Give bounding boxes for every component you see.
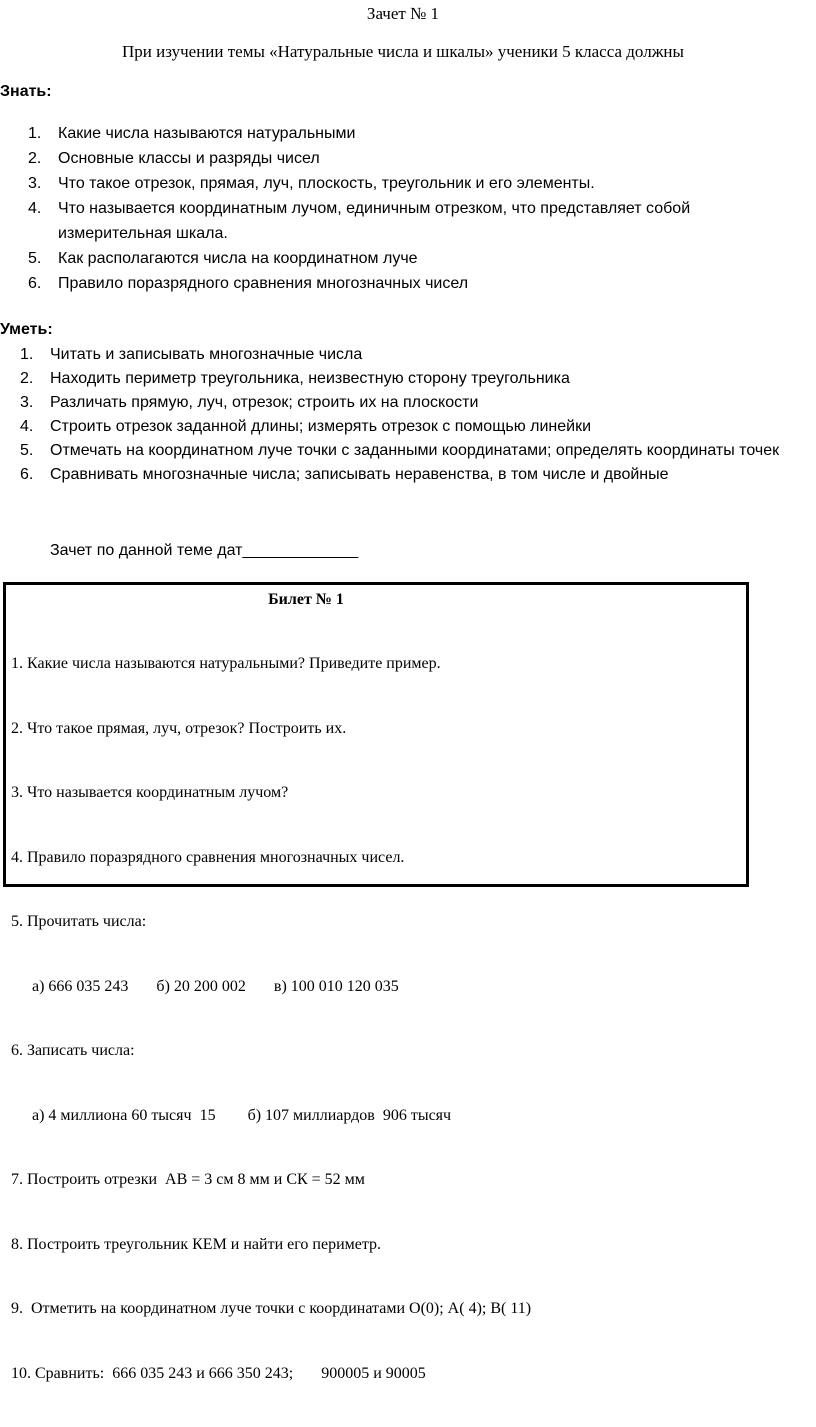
item-number: 1. [28,125,42,142]
item-number: 1. [20,346,34,363]
list-item [20,367,816,391]
list-item [20,463,816,487]
ticket-title: Билет № 1 [268,591,344,608]
item-text: Сравнивать многозначные числа; записывать неравенства, в том числе и двойные [50,466,669,483]
item-number: 4. [28,200,42,217]
list-item [28,271,748,296]
list-item [28,121,748,146]
document-title: Зачет № 1 [366,4,440,23]
item-text: Что называется координатным лучом, единичным отрезком, что представляет собой измерительная шкала. [58,200,691,242]
ticket-line: 3. Что называется координатным лучом? [11,784,289,801]
ticket-line: 10. Сравнить: 666 035 243 и 666 350 243; 900005 и 90005 [11,1364,426,1382]
item-number: 2. [20,370,34,387]
zachet-date-line: Зачет по данной теме дат_____________ [50,542,359,559]
item-number: 6. [28,275,42,292]
ticket-line: 6. Записать числа: [11,1042,135,1059]
item-text: Читать и записывать многозначные числа [50,346,363,363]
list-item [20,415,816,439]
ticket-line: 8. Построить треугольник КЕМ и найти его периметр. [11,1235,382,1253]
item-number: 3. [20,394,34,411]
item-number: 4. [20,418,34,435]
item-text: Находить периметр треугольника, неизвестную сторону треугольника [50,370,570,387]
ticket-line: 1. Какие числа называются натуральными? Приведите пример. [11,655,441,672]
item-text: Какие числа называются натуральными [58,125,356,142]
ticket-box [3,582,749,1382]
ticket-questions [11,610,531,1427]
ticket-line: 9. Отметить на координатном луче точки с координатами О(0); А( 4); В( 11) [11,1300,532,1317]
item-text: Что такое отрезок, прямая, луч, плоскость, треугольник и его элементы. [58,175,595,192]
list-item [20,391,816,415]
know-list [28,121,748,296]
list-item [28,246,748,271]
item-text: Отмечать на координатном луче точки с заданными координатами; определять координаты точек [50,442,780,459]
ticket-line: 4. Правило поразрядного сравнения многозначных чисел. [11,848,405,866]
list-item [20,343,816,367]
item-number: 3. [28,175,42,192]
ticket-line: а) 666 035 243 б) 20 200 002 в) 100 010 120 035 [32,977,399,995]
ticket-line: 5. Прочитать числа: [11,913,147,930]
list-item [28,196,748,246]
list-item [20,439,816,463]
can-list [20,343,816,487]
know-heading: Знать: [0,83,52,100]
item-number: 6. [20,466,34,483]
item-text: Различать прямую, луч, отрезок; строить их на плоскости [50,394,479,411]
document-subtitle: При изучении темы «Натуральные числа и шкалы» ученики 5 класса должны [122,42,684,61]
item-text: Строить отрезок заданной длины; измерять отрезок с помощью линейки [50,418,592,435]
item-text: Основные классы и разряды чисел [58,150,320,167]
item-text: Как располагаются числа на координатном луче [58,250,418,267]
list-item [28,146,748,171]
ticket-line: 2. Что такое прямая, луч, отрезок? Построить их. [11,719,347,737]
ticket-line: 7. Построить отрезки АВ = 3 см 8 мм и СК = 52 мм [11,1171,365,1188]
list-item [28,171,748,196]
item-text: Правило поразрядного сравнения многозначных чисел [58,275,469,292]
item-number: 2. [28,150,42,167]
can-heading: Уметь: [0,321,53,338]
ticket-line: а) 4 миллиона 60 тысяч 15 б) 107 миллиардов 906 тысяч [32,1106,452,1124]
item-number: 5. [20,442,34,459]
item-number: 5. [28,250,42,267]
